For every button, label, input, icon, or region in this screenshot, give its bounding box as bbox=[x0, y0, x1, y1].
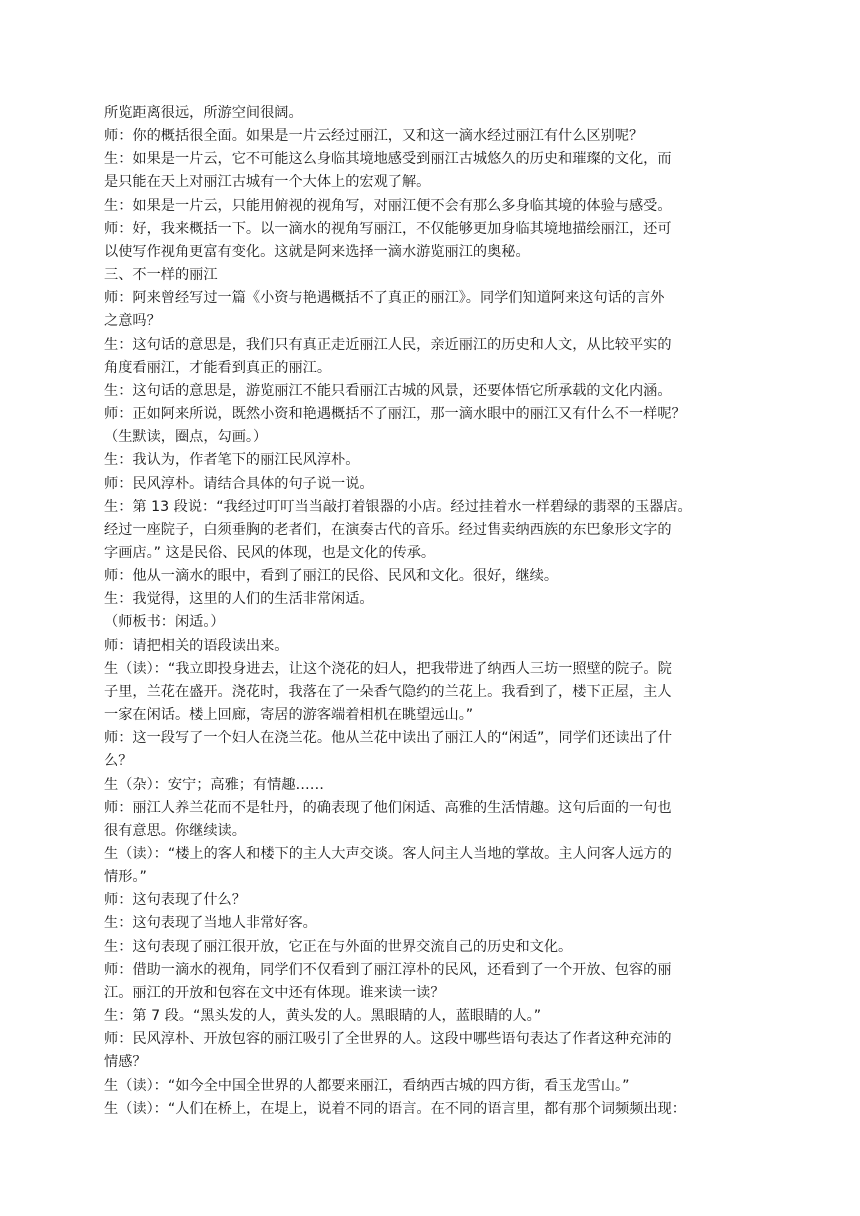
text-line: 师：他从一滴水的眼中，看到了丽江的民俗、民风和文化。很好，继续。 bbox=[104, 568, 559, 585]
text-line: 生（读）：“楼上的客人和楼下的主人大声交谈。客人问主人当地的掌故。主人问客人远方的 bbox=[104, 846, 672, 862]
text-line: 生：第 13 段说：“我经过叮叮当当敲打着银器的小店。经过挂着水一样碧绿的翡翠的玉器店。 bbox=[104, 498, 692, 515]
section-heading: 三、不一样的丽江 bbox=[104, 267, 218, 284]
text-line: 生（读）：“我立即投身进去，让这个浇花的妇人，把我带进了纳西人三坊一照壁的院子。院 bbox=[104, 660, 672, 677]
text-line: 是只能在天上对丽江古城有一个大体上的宏观了解。 bbox=[104, 174, 431, 191]
text-line: 生（读）：“人们在桥上，在堤上，说着不同的语言。在不同的语言里，都有那个词频频出现： bbox=[104, 1100, 686, 1117]
text-line: 江。丽江的开放和包容在文中还有体现。谁来读一读？ bbox=[104, 984, 445, 1001]
text-line: 情感？ bbox=[104, 1054, 147, 1071]
text-line: 师：请把相关的语段读出来。 bbox=[104, 637, 289, 654]
text-line: 生：这句表现了当地人非常好客。 bbox=[104, 915, 317, 932]
text-line: 之意吗？ bbox=[104, 313, 161, 330]
text-line: 生：我认为，作者笔下的丽江民风淳朴。 bbox=[104, 452, 360, 469]
text-line: 情形。” bbox=[104, 869, 147, 886]
text-line: 字画店。” 这是民俗、民风的体现，也是文化的传承。 bbox=[104, 544, 436, 561]
text-line: 师：这句表现了什么？ bbox=[104, 892, 246, 909]
text-line: （生默读，圈点，勾画。） bbox=[104, 429, 268, 446]
text-line: 生：我觉得，这里的人们的生活非常闲适。 bbox=[104, 591, 374, 608]
text-line: 师：你的概括很全面。如果是一片云经过丽江，又和这一滴水经过丽江有什么区别呢？ bbox=[104, 128, 644, 145]
text-line: 生：这句话的意思是，我们只有真正走近丽江人民，亲近丽江的历史和人文，从比较平实的 bbox=[104, 336, 672, 353]
text-line: 角度看丽江，才能看到真正的丽江。 bbox=[104, 359, 332, 376]
text-line: 师：民风淳朴。请结合具体的句子说一说。 bbox=[104, 475, 374, 492]
text-line: 生：这句话的意思是，游览丽江不能只看丽江古城的风景，还要体悟它所承载的文化内涵。 bbox=[104, 382, 672, 399]
text-line: 以使写作视角更富有变化。这就是阿来选择一滴水游览丽江的奥秘。 bbox=[104, 243, 530, 260]
text-line: 师：丽江人养兰花而不是牡丹，的确表现了他们闲适、高雅的生活情趣。这句后面的一句也 bbox=[104, 799, 672, 816]
text-line: 生（杂）：安宁；高雅；有情趣…… bbox=[104, 776, 324, 793]
text-line: 生：如果是一片云，只能用俯视的视角写，对丽江便不会有那么多身临其境的体验与感受。 bbox=[104, 197, 672, 214]
text-line: 么？ bbox=[104, 753, 133, 770]
text-line: 师：民风淳朴、开放包容的丽江吸引了全世界的人。这段中哪些语句表达了作者这种充沛的 bbox=[104, 1031, 672, 1048]
text-line: 师：借助一滴水的视角，同学们不仅看到了丽江淳朴的民风，还看到了一个开放、包容的丽 bbox=[104, 961, 672, 978]
text-line: 生：第 7 段。“黑头发的人，黄头发的人。黑眼睛的人，蓝眼睛的人。” bbox=[104, 1008, 542, 1025]
text-line: 师：这一段写了一个妇人在浇兰花。他从兰花中读出了丽江人的“闲适”，同学们还读出了什 bbox=[104, 730, 673, 747]
text-line: 师：好，我来概括一下。以一滴水的视角写丽江，不仅能够更加身临其境地描绘丽江，还可 bbox=[104, 220, 672, 237]
text-line: （师板书：闲适。） bbox=[104, 614, 225, 631]
text-line: 很有意思。你继续读。 bbox=[104, 822, 246, 839]
text-line: 师：正如阿来所说，既然小资和艳遇概括不了丽江，那一滴水眼中的丽江又有什么不一样呢？ bbox=[104, 406, 686, 423]
document-body bbox=[104, 102, 744, 1121]
text-line: 一家在闲话。楼上回廊，寄居的游客端着相机在眺望远山。” bbox=[104, 707, 474, 724]
text-line: 生（读）：“如今全中国全世界的人都要来丽江，看纳西古城的四方街，看玉龙雪山。” bbox=[104, 1077, 630, 1094]
text-line: 生：这句表现了丽江很开放，它正在与外面的世界交流自己的历史和文化。 bbox=[104, 938, 573, 955]
text-line: 生：如果是一片云，它不可能这么身临其境地感受到丽江古城悠久的历史和璀璨的文化，而 bbox=[104, 151, 672, 168]
text-line: 师：阿来曾经写过一篇《小资与艳遇概括不了真正的丽江》。同学们知道阿来这句话的言外 bbox=[104, 290, 665, 307]
text-line: 所览距离很远，所游空间很阔。 bbox=[104, 105, 303, 121]
text-line: 子里，兰花在盛开。浇花时，我落在了一朵香气隐约的兰花上。我看到了，楼下正屋，主人 bbox=[104, 683, 672, 700]
text-line: 经过一座院子，白须垂胸的老者们，在演奏古代的音乐。经过售卖纳西族的东巴象形文字的 bbox=[104, 521, 672, 538]
